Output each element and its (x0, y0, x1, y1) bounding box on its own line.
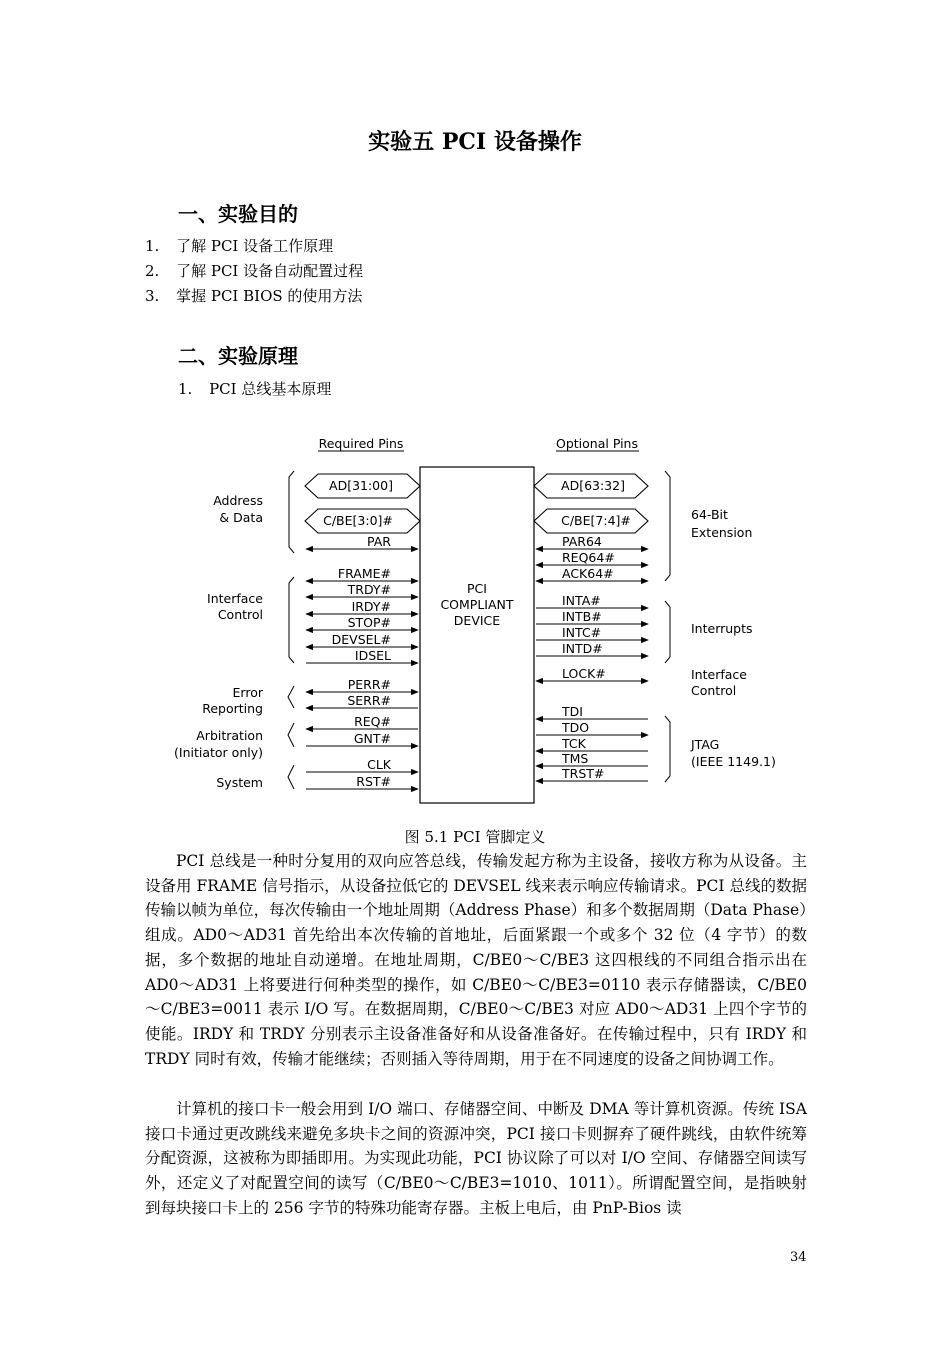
group-label-interface-right: Control (691, 683, 737, 698)
pin-label: C/BE[7:4]# (561, 513, 631, 528)
section-heading-purpose: 一、实验目的 (178, 202, 298, 226)
pin-label: REQ64# (562, 550, 615, 565)
subsection-text: PCI 总线基本原理 (209, 380, 332, 398)
group-label-error: Error (232, 685, 263, 700)
body-paragraph: 计算机的接口卡一般会用到 I/O 端口、存储器空间、中断及 DMA 等计算机资源。传统 ISA 接口卡通过更改跳线来避免多块卡之间的资源冲突，PCI 接口卡则摒弃了硬件跳线，由软件统筹分配资源，这被称为即插即用。为实现此功能，PCI 协议除了可以对 I/O 空间、存储器空间读写外，还定义了对配置空间的读写（C/BE0～C/BE3=1010、1011）。所谓配置空间，是指映射到每块接口卡上的 256 字节的特殊功能寄存器。主板上电后，由 PnP-Bios 读 (145, 1100, 807, 1217)
list-item-number: 3. (145, 287, 160, 305)
group-label-jtag: JTAG (691, 737, 720, 752)
list-item (145, 235, 333, 256)
pin-label: TRST# (562, 766, 605, 781)
required-pins-header: Required Pins (318, 436, 404, 451)
pin-label: AD[63:32] (561, 478, 625, 493)
pin-label: DEVSEL# (331, 632, 391, 647)
pin-label: REQ# (354, 714, 391, 729)
device-label-line: COMPLIANT (440, 597, 514, 612)
pin-label: C/BE[3:0]# (323, 513, 393, 528)
group-label-address: Address (213, 493, 263, 508)
list-item (145, 260, 363, 281)
group-label-interrupts: Interrupts (691, 621, 753, 636)
group-label-error: Reporting (202, 701, 263, 716)
list-item-number: 1. (145, 237, 160, 255)
group-label-extension: 64-Bit (691, 507, 728, 522)
subsection-heading (178, 378, 331, 399)
page-number: 34 (790, 1250, 807, 1265)
pin-label: TDI (562, 704, 583, 719)
list-item-text: 了解 PCI 设备自动配置过程 (176, 262, 364, 280)
page-title: 实验五 PCI 设备操作 (368, 129, 582, 155)
group-label-extension: Extension (691, 525, 753, 540)
device-label-line: PCI (467, 581, 487, 596)
group-label-address: & Data (219, 510, 263, 525)
figure-caption: 图 5.1 PCI 管脚定义 (404, 828, 546, 846)
subsection-number: 1. (178, 380, 193, 398)
pci-device-box (420, 467, 534, 803)
pin-label: AD[31:00] (329, 478, 393, 493)
group-label-jtag: (IEEE 1149.1) (691, 754, 776, 769)
pin-label: INTA# (562, 593, 601, 608)
group-label-system: System (216, 775, 263, 790)
pin-label: RST# (356, 774, 391, 789)
device-label-line: DEVICE (453, 613, 501, 628)
pin-label: PAR (367, 534, 391, 549)
group-label-interface-right: Interface (691, 667, 747, 682)
list-item-text: 掌握 PCI BIOS 的使用方法 (176, 287, 363, 305)
pin-label: TDO (562, 720, 590, 735)
optional-pins-header: Optional Pins (556, 436, 638, 451)
pin-label: INTD# (562, 641, 603, 656)
list-item-text: 了解 PCI 设备工作原理 (176, 237, 334, 255)
pin-label: GNT# (353, 731, 391, 746)
pin-label: FRAME# (337, 566, 391, 581)
pin-label: INTC# (562, 625, 602, 640)
pci-pin-diagram (0, 425, 950, 820)
pin-label: TRDY# (347, 582, 391, 597)
group-label-arbitration: Arbitration (196, 728, 263, 743)
pin-label: PERR# (347, 677, 391, 692)
pin-label: IDSEL (354, 648, 391, 663)
pin-label: TCK (562, 736, 586, 751)
list-item (145, 285, 362, 306)
group-label-arbitration: (Initiator only) (174, 745, 263, 760)
pin-label: CLK (367, 757, 391, 772)
group-label-interface: Control (217, 607, 263, 622)
pin-label: STOP# (347, 615, 391, 630)
pin-label: IRDY# (351, 599, 391, 614)
pin-label: PAR64 (562, 534, 602, 549)
pin-label: SERR# (347, 693, 391, 708)
group-label-interface: Interface (207, 591, 263, 606)
section-heading-principle: 二、实验原理 (178, 344, 298, 368)
pin-label: LOCK# (562, 666, 606, 681)
pin-label: INTB# (562, 609, 602, 624)
pin-label: TMS (562, 751, 589, 766)
pin-label: ACK64# (562, 566, 614, 581)
list-item-number: 2. (145, 262, 160, 280)
body-paragraph: PCI 总线是一种时分复用的双向应答总线，传输发起方称为主设备，接收方称为从设备。主设备用 FRAME 信号指示，从设备拉低它的 DEVSEL 线来表示响应传输请求。PCI 总线的数据传输以帧为单位，每次传输由一个地址周期（Address Phase）和多个数据周期（Data Phase）组成。AD0～AD31 首先给出本次传输的首地址，后面紧跟一个或多个 32 位（4 字节）的数据，多个数据的地址自动递增。在地址周期，C/BE0～C/BE3 这四根线的不同组合指示出在 AD0～AD31 上将要进行何种类型的操作，如 C/BE0～C/BE3=0110 表示存储器读，C/BE0～C/BE3=0011 表示 I/O 写。在数据周期，C/BE0～C/BE3 对应 AD0～AD31 上四个字节的使能。IRDY 和 TRDY 分别表示主设备准备好和从设备准备好。在传输过程中，只有 IRDY 和 TRDY 同时有效，传输才能继续；否则插入等待周期，用于在不同速度的设备之间协调工作。 (145, 852, 807, 1068)
